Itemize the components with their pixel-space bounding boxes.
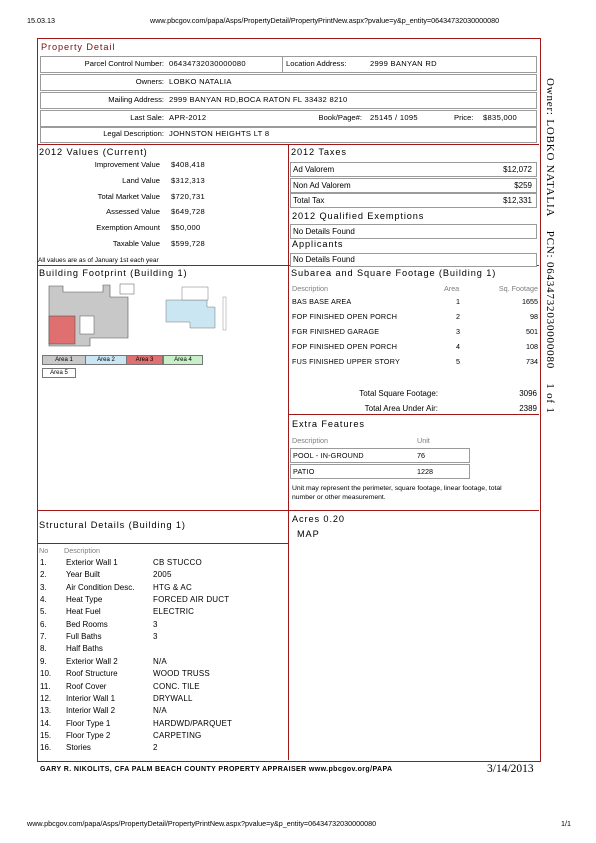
book-label: Book/Page#:: [318, 113, 362, 122]
legend-area-2: Area 2: [85, 355, 127, 365]
total-sqft-value: 3096: [519, 389, 537, 398]
structural-row-no: 4.: [40, 595, 47, 605]
structural-row-value: ELECTRIC: [153, 607, 195, 617]
structural-row-value: HTG & AC: [153, 582, 192, 592]
subarea-row-desc: FOP FINISHED OPEN PORCH: [292, 312, 398, 321]
footprint-title: Building Footprint (Building 1): [39, 268, 188, 278]
structural-row-no: 5.: [40, 607, 47, 617]
extra-row: [290, 464, 470, 479]
values-note: All values are as of January 1st each year: [38, 257, 159, 264]
map-label: MAP: [297, 529, 320, 539]
structural-row-value: N/A: [153, 656, 167, 666]
structural-row-value: WOOD TRUSS: [153, 669, 210, 679]
structural-row-value: HARDWD/PARQUET: [153, 718, 233, 728]
divider-vertical-mid: [288, 144, 289, 510]
tax-row-value: $259: [514, 180, 532, 190]
structural-col-no: No: [39, 546, 49, 555]
tax-row-value: $12,072: [503, 165, 532, 174]
subarea-row-area: 1: [456, 297, 460, 306]
structural-row-desc: Air Condition Desc.: [66, 582, 135, 592]
value-row-amount: $50,000: [171, 223, 201, 233]
subarea-title: Subarea and Square Footage (Building 1): [291, 268, 497, 278]
subarea-col-desc: Description: [292, 284, 328, 293]
structural-row-no: 8.: [40, 644, 47, 654]
taxes-title: 2012 Taxes: [291, 147, 347, 157]
subarea-row-area: 2: [456, 312, 460, 321]
parcel-label: Parcel Control Number:: [84, 59, 164, 68]
value-row-label: Improvement Value: [94, 160, 160, 169]
structural-row-no: 1.: [40, 558, 47, 567]
value-row-amount: $599,728: [171, 239, 206, 248]
tax-row-label: Total Tax: [293, 196, 325, 205]
extra-col-desc: Description: [292, 436, 328, 445]
mailing-label: Mailing Address:: [108, 95, 164, 104]
owners-value: LOBKO NATALIA: [169, 77, 232, 86]
structural-row-no: 3.: [40, 582, 47, 592]
legend-area-1: Area 1: [42, 355, 86, 365]
structural-row-no: 10.: [40, 669, 52, 679]
subarea-row-desc: FOP FINISHED OPEN PORCH: [292, 342, 398, 351]
structural-row-no: 14.: [40, 718, 52, 728]
structural-row-value: N/A: [153, 706, 167, 716]
value-row-amount: $720,731: [171, 191, 206, 201]
subarea-row-desc: FGR FINISHED GARAGE: [292, 327, 380, 336]
value-row-amount: $649,728: [171, 207, 206, 217]
print-url-bottom: www.pbcgov.com/papa/Asps/PropertyDetail/PropertyPrintNew.aspx?pvalue=y&p_entity=06434732030000080: [27, 819, 377, 828]
under-air-value: 2389: [519, 404, 537, 413]
price-value: $835,000: [483, 113, 518, 122]
structural-row-no: 16.: [40, 743, 52, 753]
property-detail-title: Property Detail: [41, 42, 116, 52]
owners-label: Owners:: [135, 77, 164, 86]
location-value: 2999 BANYAN RD: [370, 59, 437, 68]
acres-label: Acres 0.20: [292, 514, 345, 524]
price-label: Price:: [454, 113, 474, 122]
extra-title: Extra Features: [292, 419, 365, 429]
print-date: 15.03.13: [27, 16, 55, 25]
mailing-value: 2999 BANYAN RD,BOCA RATON FL 33432 8210: [169, 95, 348, 104]
subarea-row-sqft: 108: [526, 342, 538, 351]
structural-row-no: 7.: [40, 632, 47, 642]
structural-row-no: 13.: [40, 706, 52, 716]
structural-row-value: CARPETING: [153, 730, 202, 740]
structural-row-desc: Year Built: [66, 570, 100, 580]
area-3-shape: [49, 316, 75, 344]
structural-row-value: 3: [153, 619, 158, 629]
value-row-label: Taxable Value: [112, 239, 160, 248]
subarea-col-sqft: Sq. Footage: [498, 284, 538, 293]
value-row-amount: $312,313: [171, 175, 206, 185]
footer-date: 3/14/2013: [487, 763, 534, 775]
extra-col-unit: Unit: [417, 436, 430, 445]
extra-note: Unit may represent the perimeter, square footage, linear footage, total number or other measurement.: [292, 485, 502, 501]
structural-row-desc: Bed Rooms: [66, 619, 108, 629]
area-5-upper-shape: [120, 284, 134, 294]
legal-label: Legal Description:: [103, 129, 164, 138]
parcel-value: 06434732030000080: [169, 59, 246, 68]
subarea-row-desc: BAS BASE AREA: [292, 297, 352, 306]
structural-col-desc: Description: [64, 546, 100, 555]
value-row-label: Exemption Amount: [96, 223, 160, 233]
value-row-label: Land Value: [122, 175, 160, 185]
structural-row-value: DRYWALL: [153, 693, 193, 703]
structural-row-desc: Half Baths: [66, 644, 103, 654]
structural-row-no: 9.: [40, 656, 47, 666]
structural-row-desc: Interior Wall 1: [66, 693, 116, 703]
structural-row-desc: Interior Wall 2: [66, 706, 116, 716]
footprint-drawing: [40, 280, 245, 380]
applicants-title: Applicants: [292, 239, 344, 249]
structural-row-no: 2.: [40, 570, 47, 580]
area-5-shape: [80, 316, 94, 334]
value-row-label: Assessed Value: [106, 207, 160, 217]
structural-row-value: CONC. TILE: [153, 681, 200, 691]
side-owner-pcn: [546, 78, 558, 418]
structural-row-value: 2005: [153, 570, 172, 580]
subarea-row-area: 3: [456, 327, 460, 336]
subarea-row-desc: FUS FINISHED UPPER STORY: [292, 357, 400, 366]
structural-row-desc: Roof Cover: [66, 681, 107, 691]
legend-area-4: Area 4: [163, 355, 203, 365]
divider-vertical-bottom: [288, 510, 289, 760]
subarea-row-sqft: 98: [530, 312, 538, 321]
divider-structural-header: [37, 543, 288, 544]
structural-row-value: 2: [153, 743, 158, 753]
structural-row-desc: Floor Type 1: [66, 718, 111, 728]
structural-title: Structural Details (Building 1): [39, 520, 186, 530]
applicants-value: No Details Found: [293, 255, 355, 264]
subarea-row-area: 4: [456, 342, 460, 351]
structural-row-value: CB STUCCO: [153, 558, 202, 567]
subarea-row-sqft: 501: [526, 327, 538, 336]
extra-row-unit: 76: [417, 451, 425, 460]
print-url-top: www.pbcgov.com/papa/Asps/PropertyDetail/PropertyPrintNew.aspx?pvalue=y&p_entity=06434732030000080: [150, 16, 500, 25]
structural-row-no: 12.: [40, 693, 52, 703]
structural-row-no: 11.: [40, 681, 51, 691]
location-label: Location Address:: [286, 59, 347, 68]
structural-row-desc: Heat Type: [66, 595, 103, 605]
side-owner-pcn-text: Owner: LOBKO NATALIA PCN: 06434732030000080 1 of 1: [544, 78, 556, 414]
structural-row-desc: Stories: [66, 743, 91, 753]
legend-area-3: Area 3: [126, 355, 163, 365]
structural-row-desc: Exterior Wall 2: [66, 656, 118, 666]
subarea-row-sqft: 1655: [522, 297, 538, 306]
tax-row-value: $12,331: [503, 196, 532, 205]
structural-row-desc: Exterior Wall 1: [66, 558, 118, 567]
divider-extra: [288, 414, 539, 415]
structural-row-no: 6.: [40, 619, 47, 629]
last-sale-label: Last Sale:: [130, 113, 164, 122]
structural-row-no: 15.: [40, 730, 52, 740]
under-air-label: Total Area Under Air:: [364, 404, 438, 413]
structural-row-desc: Full Baths: [66, 632, 102, 642]
exemptions-value: No Details Found: [293, 227, 355, 236]
area-2-shape: [166, 300, 215, 328]
extra-row-desc: POOL - IN-GROUND: [293, 451, 364, 460]
structural-row-desc: Heat Fuel: [66, 607, 101, 617]
subarea-col-area: Area: [444, 284, 460, 293]
value-row-label: Total Market Value: [97, 191, 160, 201]
values-title: 2012 Values (Current): [39, 147, 148, 157]
subarea-row-area: 5: [456, 357, 460, 366]
book-value: 25145 / 1095: [370, 113, 418, 122]
area-4-shape: [182, 287, 208, 300]
structural-row-desc: Roof Structure: [66, 669, 118, 679]
tax-row-label: Ad Valorem: [293, 165, 335, 174]
extra-row-unit: 1228: [417, 466, 433, 476]
subarea-row-sqft: 734: [526, 357, 538, 366]
structural-row-value: 3: [153, 632, 158, 642]
legend-area-5: Area 5: [42, 368, 76, 378]
total-sqft-label: Total Square Footage:: [359, 389, 438, 398]
area-edge-shape: [223, 297, 226, 330]
exemptions-title: 2012 Qualified Exemptions: [292, 211, 425, 221]
footer-appraiser: GARY R. NIKOLITS, CFA PALM BEACH COUNTY PROPERTY APPRAISER www.pbcgov.org/PAPA: [40, 766, 393, 773]
structural-row-value: FORCED AIR DUCT: [153, 595, 230, 605]
structural-row-desc: Floor Type 2: [66, 730, 111, 740]
print-page-number: 1/1: [561, 819, 571, 828]
last-sale-value: APR-2012: [169, 113, 207, 122]
legal-value: JOHNSTON HEIGHTS LT 8: [169, 129, 270, 138]
tax-row-label: Non Ad Valorem: [293, 180, 351, 190]
value-row-amount: $408,418: [171, 160, 206, 169]
extra-row-desc: PATIO: [293, 466, 315, 476]
